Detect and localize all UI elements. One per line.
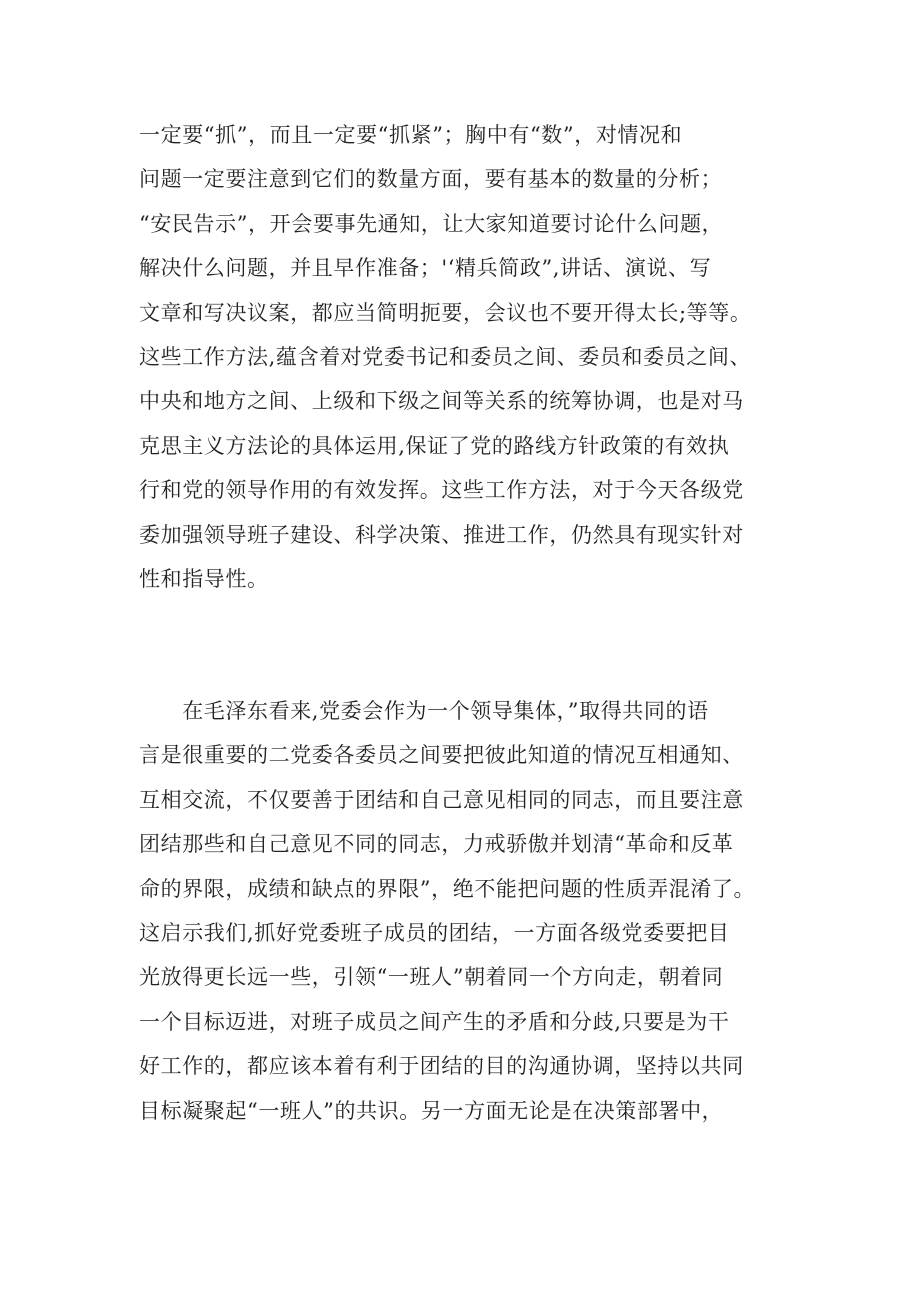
paragraph-1 — [139, 113, 799, 601]
text-line: 光放得更长远一些，引领“一班人”朝着同一个方向走，朝着同 — [139, 965, 724, 990]
text-line: 克思主义方法论的具体运用,保证了党的路线方针政策的有效执 — [139, 433, 730, 458]
text-line: 互相交流，不仅要善于团结和自己意见相同的同志，而且要注意 — [139, 787, 744, 812]
text-line: 目标凝聚起“一班人”的共识。另一方面无论是在决策部署中， — [139, 1098, 724, 1123]
text-line: 命的界限，成绩和缺点的界限”，绝不能把问题的性质弄混淆了。 — [139, 876, 756, 901]
text-line: 一定要“抓”，而且一定要“抓紧”；胸中有“数”，对情况和 — [139, 123, 683, 147]
text-line: “安民告示”，开会要事先通知，让大家知道要讨论什么问题， — [139, 211, 724, 236]
text-line: 解决什么问题，并且早作准备；'‘精兵简政”,讲话、演说、写 — [139, 256, 712, 281]
text-line: 团结那些和自己意见不同的同志，力戒骄傲并划清“革命和反革 — [139, 832, 734, 857]
text-line: 委加强领导班子建设、科学决策、推进工作，仍然具有现实针对 — [139, 522, 744, 547]
text-line: 在毛泽东看来,党委会作为一个领导集体，”取得共同的语 — [139, 699, 709, 723]
text-line: 这启示我们,抓好党委班子成员的团结，一方面各级党委要把目 — [139, 920, 730, 945]
paragraph-2 — [139, 689, 799, 1133]
text-line: 这些工作方法,蕴含着对党委书记和委员之间、委员和委员之间、 — [139, 344, 752, 369]
text-line: 问题一定要注意到它们的数量方面，要有基本的数量的分析； — [139, 167, 723, 192]
text-line: 言是很重要的二党委各委员之间要把彼此知道的情况互相通知、 — [139, 743, 744, 768]
text-line: 中央和地方之间、上级和下级之间等关系的统筹协调，也是对马 — [139, 389, 744, 414]
text-line: 好工作的，都应该本着有利于团结的目的沟通协调，坚持以共同 — [139, 1054, 744, 1079]
text-line: 一个目标迈进，对班子成员之间产生的矛盾和分歧,只要是为干 — [139, 1009, 730, 1034]
text-line: 文章和写决议案，都应当简明扼要，会议也不要开得太长;等等。 — [139, 300, 752, 325]
text-line: 行和党的领导作用的有效发挥。这些工作方法，对于今天各级党 — [139, 478, 744, 503]
text-line: 性和指导性。 — [139, 566, 269, 591]
